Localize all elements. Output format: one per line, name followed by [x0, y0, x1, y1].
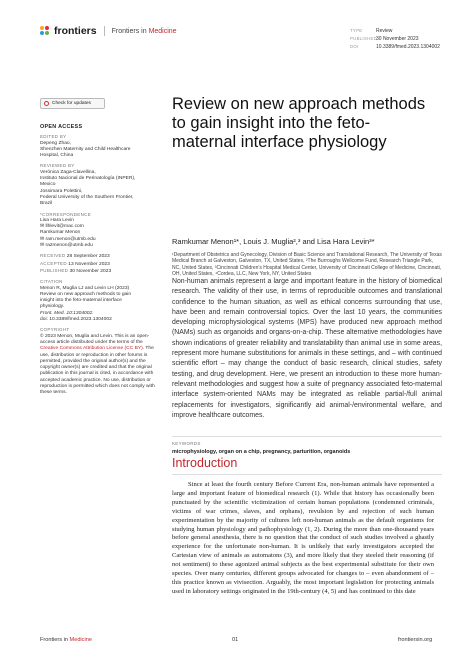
section-heading-introduction: Introduction: [172, 456, 238, 470]
journal-name: Frontiers in Medicine: [111, 27, 177, 35]
frontiersin-link[interactable]: frontiersin.org: [398, 637, 433, 643]
open-access-label: OPEN ACCESS: [40, 124, 83, 130]
doi-link[interactable]: 10.3389/fmed.2023.1304002: [376, 44, 440, 50]
article-info-sidebar: OPEN ACCESS EDITED BY Depeng Zhao, Shenzhen Maternity and Child Healthcare Hospital, China REVIEWED BY Verónica Zaga-Clavellina, Instituto Nacional de Perinatología (INPER), Mexico Jossimara Polettini, Federal University of the Southern Frontier, Brazil *CORRESPONDENCE Lisa Hara Levin ✉ llhlevit@mac.com Ramkumar Menon ✉ ram.menon@utmb.edu ✉ ra2menon@utmb.edu RECEIVED 28 September 2023 ACCEPTED 13 November 2023 PUBLISHED 30 November 2023 CITATION Menon R, Muglia LJ and Levin LH (2023) Review on new approach methods to gain insight into the feto-maternal interface physiology. Front. Med. 10:1304002. doi: 10.3389/fmed.2023.1304002 COPYRIGHT © 2023 Menon, Muglia and Levin. This is an open-access article distributed under the terms of the Creative Commons Attribution License (CC BY). The use, distribution or reproduction in other forums is permitted, provided the original author(s) and the copyright owner(s) are credited and that the original publication in this journal is cited, in accordance with accepted academic practice. No use, distribution or reproduction is permitted which does not comply with these terms.: [40, 124, 160, 397]
abstract: Non-human animals represent a large and important feature in the history of biomedical research. The validity of their use, in terms of reproducible outcomes and translational confidence to the human situation, as well as ethical concerns surrounding that use, have been and remain controversial topics. Over the last 10 years, the communities developing microphysiological systems (MPS) have produced new approach method (NAMs) such as organoids and organs-on-a-chip. These alternative methodologies have shown indications of greater reliability and translatability than animal use in some areas, represent more humane substitutions for animals in these settings, and – with continued scientific effort – may change the conduct of basic research, clinical studies, safety testing, and drug development. Here, we present an introduction to these more human-relevant methodologies and suggest how a suite of pregnancy associated feto-maternal interface system-oriented NAMs may be integrated as reliable partial-/full animal replacements for investigators, significantly aid animal-/environmental welfare, and improve healthcare outcomes.: [172, 278, 442, 419]
frontiers-logo-icon: [40, 26, 50, 36]
brand-name: frontiers: [54, 25, 97, 37]
article-meta: TYPE Review PUBLISHED30 November 2023 DOI 10.3389/fmed.2023.1304002: [350, 28, 440, 50]
update-icon: [44, 101, 49, 106]
correspondence: Lisa Hara Levin ✉ llhlevit@mac.com Ramkumar Menon ✉ ram.menon@utmb.edu ✉ ra2menon@utmb.edu: [40, 217, 96, 249]
article-title: Review on new approach methods to gain insight into the feto-maternal interface physiology: [172, 95, 426, 151]
affiliations: ¹Department of Obstetrics and Gynecology, Division of Basic Science and Translational Research, The University of Texas Medical Branch at Galveston, Galveston, TX, United States, ²The Burroughs Wellcome Fund, Research Triangle Park, NC, United States, ³Cincinnati Children's Hospital Medical Center, University of Cincinnati College of Medicine, Cincinnati, OH, United States, ⁴Cordea, LLC, New York, NY, United States: [172, 252, 442, 278]
check-for-updates-button[interactable]: Check for updates: [40, 98, 105, 109]
citation-doi[interactable]: doi: 10.3389/fmed.2023.1304002: [40, 317, 112, 323]
keywords-label: KEYWORDS: [172, 441, 201, 446]
introduction-paragraph: Since at least the fourth century Before Current Era, non-human animals have represented a large and important feature of biomedical research (1). While that history has occasionally been punctuated by the scientific victimization of certain human populations (condemned criminals, victims of war crimes, slaves, and orphans), revulsion by and rejection of such human experimentation by the majority of cultures left non-human animals as the default organisms for studying human physiology and pathophysiology (1, 2). During the more than one-thousand years before general anesthesia, there is no question that the conduct of such studies involved a ghastly experience for the unfortunate non-human. It is unlikely that early investigators accepted the Cartesian view of animals as automatons (3), and more likely that they steeled their reasoning (if not sentiment) to these agonized animal subjects as the best experimental substitute for their own species. Over many centuries, different groups advocated for changes to – even abandonment of – this practice known as vivisection. Arguably, the most important legislation for protecting animals used in laboratory settings originated in the 19th-century (4, 5) and has continued to this date: [172, 481, 434, 595]
frontiers-logo[interactable]: [40, 25, 177, 37]
published-date: 30 November 2023: [376, 36, 419, 42]
sidebar-published-date: 30 November 2023: [69, 268, 112, 274]
edited-by: Depeng Zhao, Shenzhen Maternity and Child Healthcare Hospital, China: [40, 140, 131, 159]
citation: Menon R, Muglia LJ and Levin LH (2023) Review on new approach methods to gain insight into the feto-maternal interface physiology.: [40, 285, 132, 310]
authors: Ramkumar Menon¹*, Louis J. Muglia²,³ and Lisa Hara Levin³*: [172, 237, 375, 246]
page-number: 01: [232, 637, 239, 643]
keywords: microphysiology, organ on a chip, pregnancy, parturition, organoids: [172, 449, 351, 455]
cc-by-license-link[interactable]: Creative Commons Attribution License (CC BY): [40, 346, 143, 352]
reviewed-by: Verónica Zaga-Clavellina, Instituto Nacional de Perinatología (INPER), Mexico Jossimara Polettini, Federal University of the Southern Frontier, Brazil: [40, 169, 136, 207]
article-type: Review: [376, 28, 393, 34]
citation-journal: Front. Med. 10:1304002.: [40, 310, 94, 316]
accepted-date: 13 November 2023: [68, 261, 110, 267]
divider: [172, 474, 442, 475]
logo-divider: [104, 26, 105, 36]
footer-journal: Frontiers in Medicine: [40, 637, 92, 643]
divider: [172, 436, 442, 437]
copyright-text: © 2023 Menon, Muglia and Levin. This is an open-access article distributed under the terms of the Creative Commons Attribution License (CC BY). The use, distribution or reproduction in other forums is permitted, provided the original author(s) and the copyright owner(s) are credited and that the original publication in this journal is cited, in accordance with accepted academic practice. No use, distribution or reproduction is permitted which does not comply with these terms.: [40, 333, 155, 396]
received-date: 28 September 2023: [66, 254, 110, 260]
